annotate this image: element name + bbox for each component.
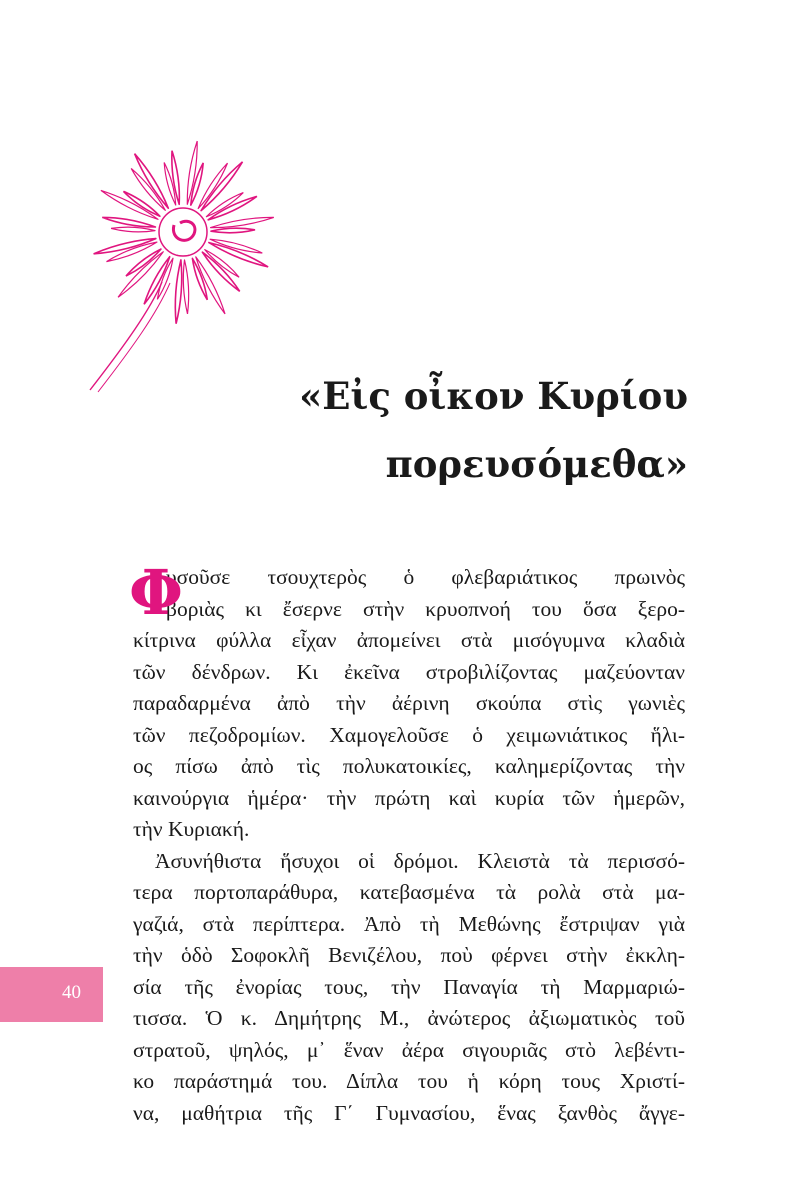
text-line: τὴν ὁδὸ Σοφοκλῆ Βενιζέλου, ποὺ φέρνει στὴν ἐκκλη- [133,943,685,967]
chapter-title [299,362,688,498]
flower-petal [206,193,243,217]
text-line: στρατοῦ, ψηλός, μ᾽ ἕναν ἀέρα σιγουριᾶς στὸ λεβέντι- [133,1037,685,1062]
text-line: κο παράστημά του. Δίπλα του ἡ κόρη τους Χριστί- [133,1069,685,1093]
flower-petal [111,227,155,232]
text-line: παραδαρμένα ἀπὸ τὴν ἀέρινη σκούπα στὶς γωνιὲς [133,691,685,715]
text-line: τισσα. Ὁ κ. Δημήτρης Μ., ἀνώτερος ἀξιωματικὸς τοῦ [133,1006,685,1030]
flower-petal [118,252,163,297]
paragraph-2 [133,846,685,1130]
body-text [129,556,685,1129]
page-number: 40 [62,982,81,1003]
chapter-title-line-2: πορευσόμεθα» [385,442,688,486]
text-line: γαζιά, στὰ περίπτερα. Ἀπὸ τὴ Μεθώνης ἔστριψαν γιὰ [133,911,685,936]
flower-petal [175,260,181,324]
flower-stem-2 [98,283,170,392]
flower-petal [192,258,207,299]
text-line: βοριὰς κι ἔσερνε στὴν κρυοπνοή του ὅσα ξερο- [166,596,685,621]
flower-petal [102,217,155,227]
text-line: Ἀσυνήθιστα ἥσυχοι οἱ δρόμοι. Κλειστὰ τὰ περισσό- [155,848,685,873]
flower-petal [124,191,160,216]
flower-petal [211,228,255,233]
flower-center [159,208,207,256]
text-line: τερα πορτοπαράθυρα, κατεβασμένα τὰ ρολὰ στὰ μα- [133,880,685,904]
text-line: να, μαθήτρια τῆς Γ΄ Γυμνασίου, ἕνας ξανθὸς ἄγγε- [133,1100,685,1125]
text-line: κίτρινα φύλλα εἶχαν ἀπομείνει στὰ μισόγυμνα κλαδιὰ [133,628,685,652]
text-line: τῶν πεζοδρομίων. Χαμογελοῦσε ὁ χειμωνιάτικος ἥλι- [133,722,685,747]
text-line: σία τῆς ἐνορίας τους, τὴν Παναγία τὴ Μαρμαριώ- [133,974,685,999]
text-line: ος πίσω ἀπὸ τὶς πολυκατοικίες, καλημερίζοντας τὴν [133,754,685,778]
text-line: υσοῦσε τσουχτερὸς ὁ φλεβαριάτικος πρωινὸς [166,565,685,589]
paragraph-1 [133,562,685,846]
text-line: τῶν δένδρων. Κι ἐκεῖνα στροβιλίζοντας μαζεύονταν [133,659,685,684]
flower-petal [183,260,188,314]
flower-illustration [70,140,310,400]
page-number-tab [0,967,103,1022]
drop-cap: Φ [129,556,184,629]
flower-petal [172,151,180,205]
flower-stem [90,282,162,390]
flower-petal [211,217,274,227]
flower-center-swirl [173,221,194,240]
chapter-title-line-1: «Εἰς οἶκον Κυρίου [299,374,688,418]
text-line: τὴν Κυριακή. [133,817,250,841]
text-line: καινούργια ἡμέρα· τὴν πρώτη καὶ κυρία τῶν ἡμερῶν, [133,785,685,810]
